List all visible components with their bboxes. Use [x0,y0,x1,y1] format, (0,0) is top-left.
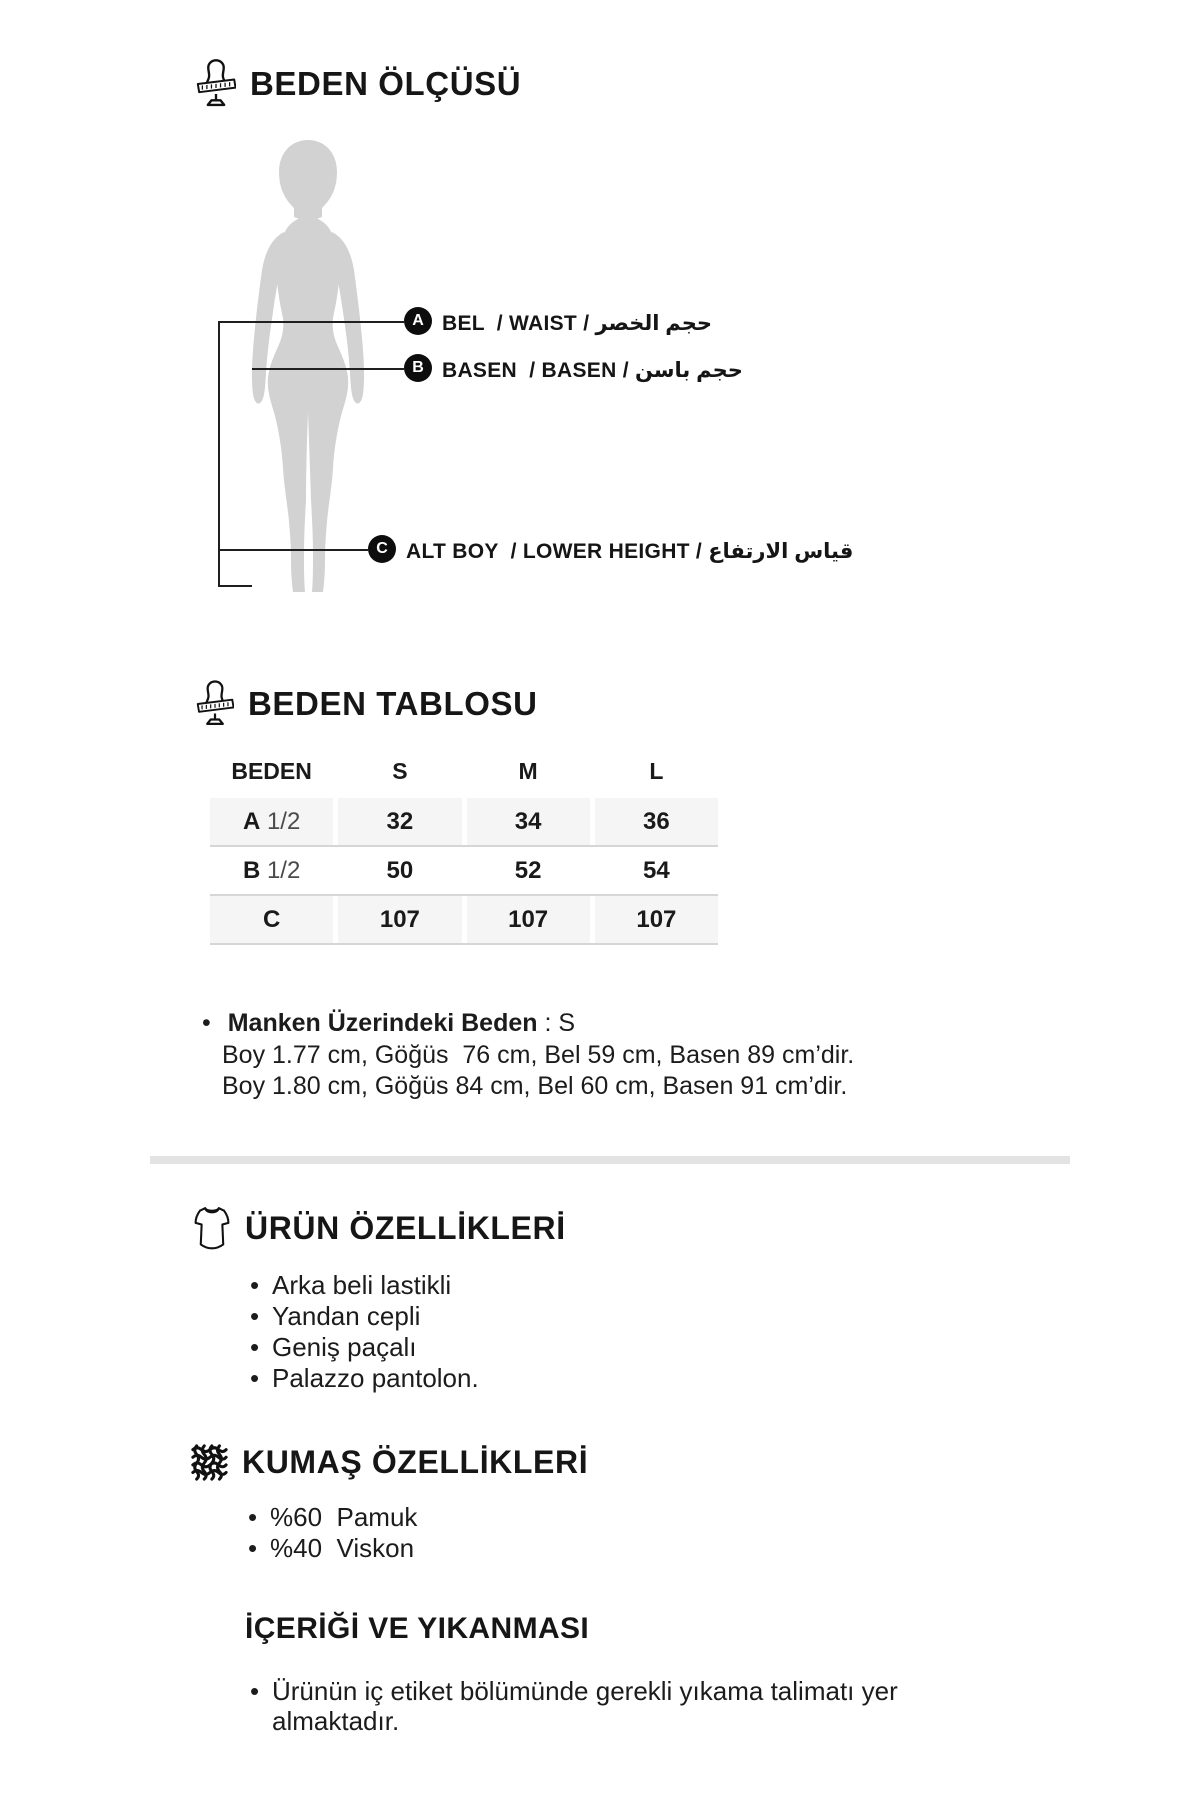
tshirt-icon [193,1204,231,1252]
column-header-beden: BEDEN [231,758,312,784]
cell-value: 52 [514,857,542,884]
feature-item: • Geniş paçalı [250,1332,417,1362]
fabric-features-list [248,1502,417,1564]
model-size-info [202,1008,854,1102]
size-table-title: BEDEN TABLOSU [248,685,538,722]
feature-item: • Palazzo pantolon. [250,1363,479,1393]
table-row-c [210,896,718,945]
measure-bracket-stub [218,585,252,587]
measure-label-a: BEL / WAIST / حجم الخصر [442,312,713,335]
row-label: A 1/2 [210,798,333,845]
cell-value: 34 [467,798,590,845]
measure-marker-c: C [368,535,396,563]
row-label: B 1/2 [242,857,301,884]
table-row-a [210,798,718,847]
fabric-item: • %60 Pamuk [248,1502,418,1532]
fabric-features-header [190,1438,588,1486]
model-size-label: Manken Üzerindeki Beden [227,1009,538,1037]
bullet-dot: • [202,1009,211,1037]
cell-value: 107 [595,896,718,943]
fabric-item: • %40 Viskon [248,1533,415,1563]
measure-marker-a: A [404,307,432,335]
measure-label-c: ALT BOY / LOWER HEIGHT / قياس الارتفاع [406,540,854,563]
fabric-icon [190,1443,228,1481]
size-diagram [0,0,1200,620]
measure-label-b: BASEN / BASEN / حجم باسن [442,359,743,382]
row-label: C [210,896,333,943]
measure-line-c [218,549,368,551]
size-guide-title: BEDEN ÖLÇÜSÜ [250,65,522,102]
care-list [250,1676,1007,1736]
measure-line-b [252,368,404,370]
cell-value: 32 [338,798,461,845]
product-features-title: ÜRÜN ÖZELLİKLERİ [245,1209,566,1246]
cell-value: 107 [338,896,461,943]
section-divider [150,1156,1070,1164]
model-measurements-line: Boy 1.80 cm, Göğüs 84 cm, Bel 60 cm, Basen 91 cm’dir. [222,1072,848,1100]
column-header-s: S [392,758,408,784]
model-size-value: : S [537,1009,576,1037]
measure-line-a [218,321,404,323]
cell-value: 54 [643,857,670,884]
measure-marker-b: B [404,354,432,382]
care-title: İÇERİĞİ VE YIKANMASI [245,1612,590,1645]
cell-value: 107 [467,896,590,943]
cell-value: 36 [595,798,718,845]
measure-bracket-vertical [218,321,220,587]
care-item: • Ürünün iç etiket bölümünde gerekli yıkama talimatı yer almaktadır. [250,1676,898,1736]
size-table-header-row [210,752,718,790]
cell-value: 50 [386,857,414,884]
size-table [210,752,718,945]
column-header-l: L [649,758,664,784]
feature-item: • Yandan cepli [250,1301,421,1331]
product-features-list [250,1270,479,1394]
mannequin-icon [196,678,234,730]
body-silhouette-image [248,140,368,592]
model-measurements-line: Boy 1.77 cm, Göğüs 76 cm, Bel 59 cm, Basen 89 cm’dir. [222,1041,855,1069]
size-table-header [196,676,538,732]
product-features-header [193,1203,566,1253]
model-size-line [202,1008,854,1039]
feature-item: • Arka beli lastikli [250,1270,452,1300]
table-row-b [210,847,718,896]
column-header-m: M [518,758,538,784]
fabric-features-title: KUMAŞ ÖZELLİKLERİ [242,1443,589,1480]
